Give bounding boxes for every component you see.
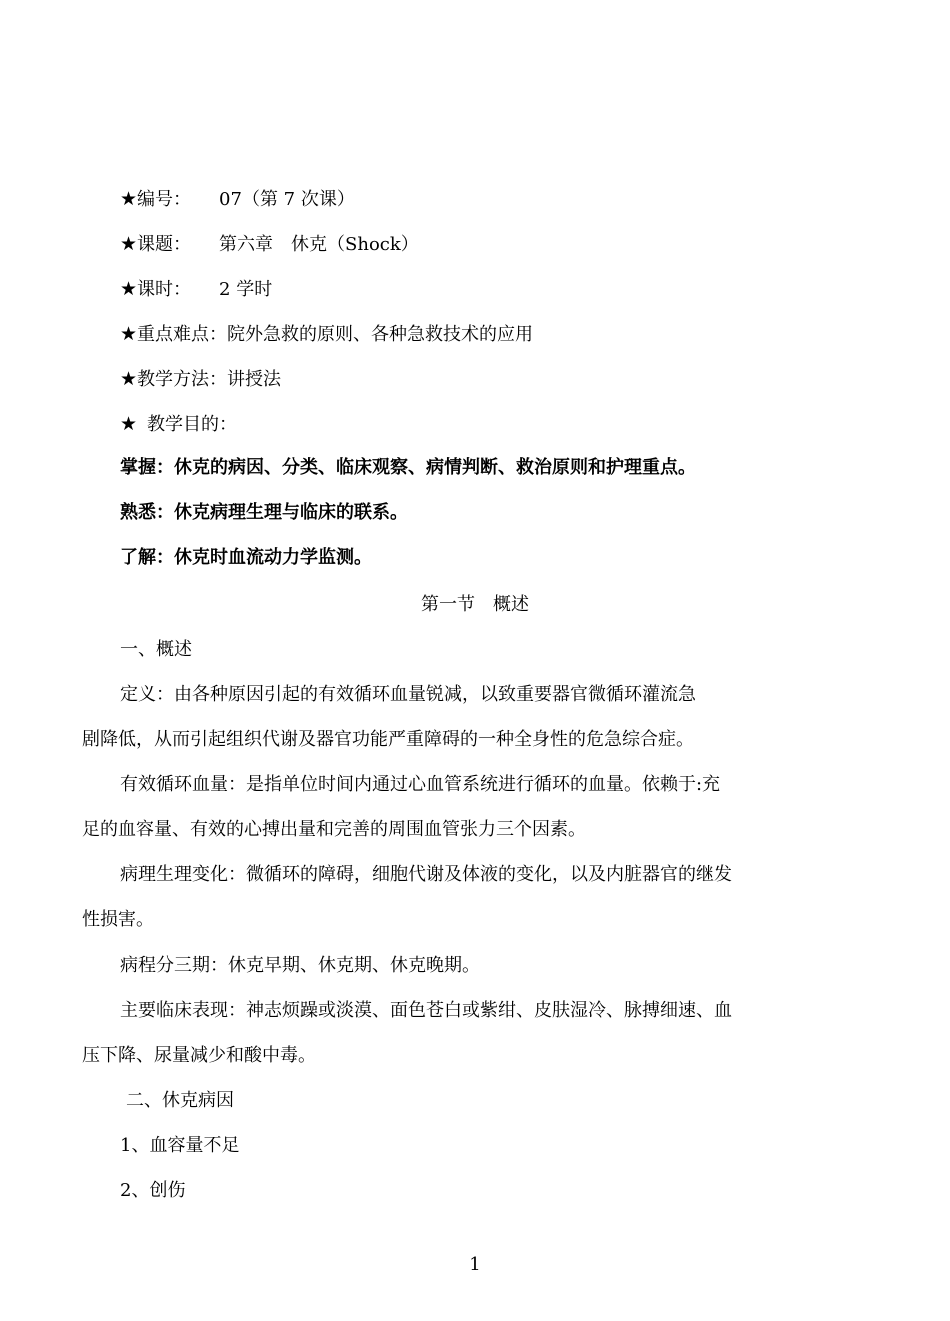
course-hours-line: [120, 277, 272, 302]
course-number-label: 编号：: [137, 189, 192, 210]
clinical-line-2: 压下降、尿量减少和酸中毒。: [82, 1045, 316, 1066]
key-points-line: [120, 322, 533, 347]
definition-line-1: 定义：由各种原因引起的有效循环血量锐减，以致重要器官微循环灌流急: [120, 684, 696, 705]
star-icon: ★: [120, 278, 138, 300]
teaching-goals-title: [120, 412, 237, 437]
key-points-value: 院外急救的原则、各种急救技术的应用: [227, 324, 534, 345]
course-hours-value: 2 学时: [219, 279, 273, 300]
star-icon: ★: [120, 233, 138, 255]
goal-familiar: 熟悉：休克病理生理与临床的联系。: [120, 502, 408, 523]
ecv-line-1: 有效循环血量：是指单位时间内通过心血管系统进行循环的血量。依赖于:充: [120, 774, 721, 795]
goal-understand: 了解：休克时血流动力学监测。: [120, 547, 372, 568]
cause-item-2: 2、创伤: [120, 1180, 186, 1201]
pathophysiology-line-2: 性损害。: [82, 909, 154, 930]
course-hours-label: 课时：: [137, 279, 192, 300]
teaching-method-line: [120, 367, 281, 392]
definition-line-2: 剧降低，从而引起组织代谢及器官功能严重障碍的一种全身性的危急综合症。: [82, 729, 694, 750]
stages-line: 病程分三期：休克早期、休克期、休克晚期。: [120, 955, 480, 976]
course-topic-line: [120, 232, 419, 257]
teaching-goals-label: 教学目的：: [147, 414, 238, 435]
star-icon: ★: [120, 368, 138, 390]
teaching-method-label: 教学方法：: [137, 369, 228, 390]
star-icon: ★: [120, 413, 138, 435]
course-topic-value: 第六章 休克（Shock）: [219, 234, 419, 255]
star-icon: ★: [120, 188, 138, 210]
heading-overview: 一、概述: [120, 639, 192, 660]
key-points-label: 重点难点：: [137, 324, 228, 345]
course-number-value: 07（第 7 次课）: [219, 189, 355, 210]
course-number-line: [120, 187, 355, 212]
ecv-line-2: 足的血容量、有效的心搏出量和完善的周围血管张力三个因素。: [82, 819, 586, 840]
pathophysiology-line-1: 病理生理变化：微循环的障碍，细胞代谢及体液的变化，以及内脏器官的继发: [120, 864, 732, 885]
heading-causes: 二、休克病因: [126, 1090, 234, 1111]
course-topic-label: 课题：: [137, 234, 192, 255]
section-title: 第一节 概述: [421, 594, 529, 615]
cause-item-1: 1、血容量不足: [120, 1135, 240, 1156]
goal-master: 掌握：休克的病因、分类、临床观察、病情判断、救治原则和护理重点。: [120, 457, 696, 478]
clinical-line-1: 主要临床表现：神志烦躁或淡漠、面色苍白或紫绀、皮肤湿冷、脉搏细速、血: [120, 1000, 732, 1021]
teaching-method-value: 讲授法: [227, 369, 282, 390]
page-number: 1: [469, 1254, 481, 1275]
star-icon: ★: [120, 323, 138, 345]
